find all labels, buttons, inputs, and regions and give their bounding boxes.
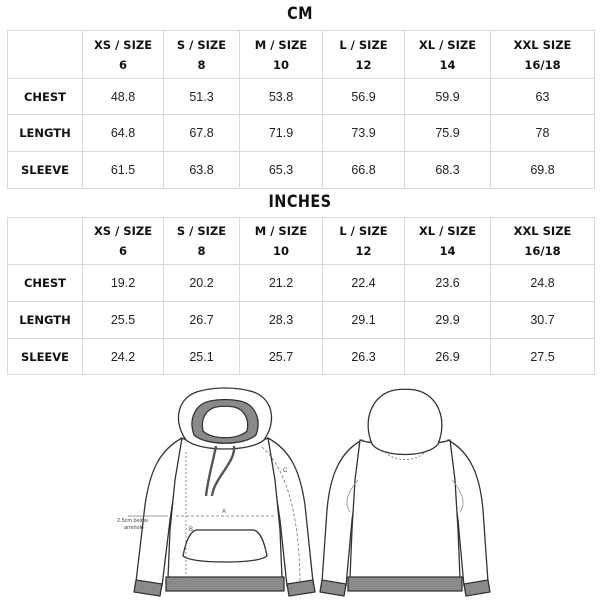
table-cell: 25.1 — [164, 339, 240, 375]
table-cell: 26.7 — [164, 302, 240, 339]
table-cell: 66.8 — [323, 152, 405, 189]
table-cell: 63 — [491, 79, 595, 115]
table-cell: 65.3 — [240, 152, 323, 189]
column-header: XL / SIZE 14 — [405, 31, 491, 79]
hoodie-front-illustration — [134, 388, 315, 596]
column-header: XS / SIZE 6 — [83, 218, 164, 265]
table-header-row — [8, 31, 595, 79]
table-cell: 56.9 — [323, 79, 405, 115]
table-cell: 29.9 — [405, 302, 491, 339]
table-cell: 71.9 — [240, 115, 323, 152]
table-cell: 28.3 — [240, 302, 323, 339]
inches-title: INCHES — [268, 192, 332, 212]
row-label: LENGTH — [8, 115, 83, 152]
table-cell: 69.8 — [491, 152, 595, 189]
table-cell: 29.1 — [323, 302, 405, 339]
column-header: S / SIZE 8 — [164, 218, 240, 265]
corner-cell — [8, 31, 83, 79]
table-cell: 25.5 — [83, 302, 164, 339]
cm-title: CM — [287, 4, 313, 24]
armhole-note: armhole — [124, 525, 144, 531]
column-header: M / SIZE 10 — [240, 218, 323, 265]
hoodie-back-illustration — [320, 389, 490, 596]
row-label: SLEEVE — [8, 152, 83, 189]
table-cell: 20.2 — [164, 265, 240, 302]
column-header: XS / SIZE 6 — [83, 31, 164, 79]
table-cell: 68.3 — [405, 152, 491, 189]
column-header: XL / SIZE 14 — [405, 218, 491, 265]
row-label: SLEEVE — [8, 339, 83, 375]
table-cell: 73.9 — [323, 115, 405, 152]
row-label: CHEST — [8, 79, 83, 115]
table-cell: 24.8 — [491, 265, 595, 302]
column-header: M / SIZE 10 — [240, 31, 323, 79]
table-cell: 25.7 — [240, 339, 323, 375]
measure-label-b: B — [189, 527, 194, 533]
cm-size-table — [7, 30, 595, 189]
corner-cell — [8, 218, 83, 265]
table-cell: 67.8 — [164, 115, 240, 152]
table-cell: 26.9 — [405, 339, 491, 375]
table-cell: 48.8 — [83, 79, 164, 115]
row-label: LENGTH — [8, 302, 83, 339]
table-cell: 19.2 — [83, 265, 164, 302]
table-cell: 59.9 — [405, 79, 491, 115]
table-row — [8, 79, 595, 115]
measure-label-c: C — [283, 468, 288, 474]
table-cell: 61.5 — [83, 152, 164, 189]
table-cell: 51.3 — [164, 79, 240, 115]
table-cell: 75.9 — [405, 115, 491, 152]
table-cell: 78 — [491, 115, 595, 152]
table-cell: 53.8 — [240, 79, 323, 115]
table-row — [8, 302, 595, 339]
table-cell: 24.2 — [83, 339, 164, 375]
armhole-note: 2.5cm below — [117, 518, 148, 524]
row-label: CHEST — [8, 265, 83, 302]
table-cell: 26.3 — [323, 339, 405, 375]
table-cell: 23.6 — [405, 265, 491, 302]
table-header-row — [8, 218, 595, 265]
table-row — [8, 115, 595, 152]
table-cell: 64.8 — [83, 115, 164, 152]
column-header: L / SIZE 12 — [323, 31, 405, 79]
table-row — [8, 152, 595, 189]
table-row — [8, 265, 595, 302]
column-header: S / SIZE 8 — [164, 31, 240, 79]
table-cell: 27.5 — [491, 339, 595, 375]
table-cell: 63.8 — [164, 152, 240, 189]
table-cell: 21.2 — [240, 265, 323, 302]
table-cell: 30.7 — [491, 302, 595, 339]
table-row — [8, 339, 595, 375]
column-header: L / SIZE 12 — [323, 218, 405, 265]
column-header: XXL SIZE 16/18 — [491, 218, 595, 265]
column-header: XXL SIZE 16/18 — [491, 31, 595, 79]
hoodie-measurement-diagram — [0, 383, 600, 600]
inches-size-table — [7, 217, 595, 375]
measure-label-a: A — [222, 509, 227, 515]
table-cell: 22.4 — [323, 265, 405, 302]
